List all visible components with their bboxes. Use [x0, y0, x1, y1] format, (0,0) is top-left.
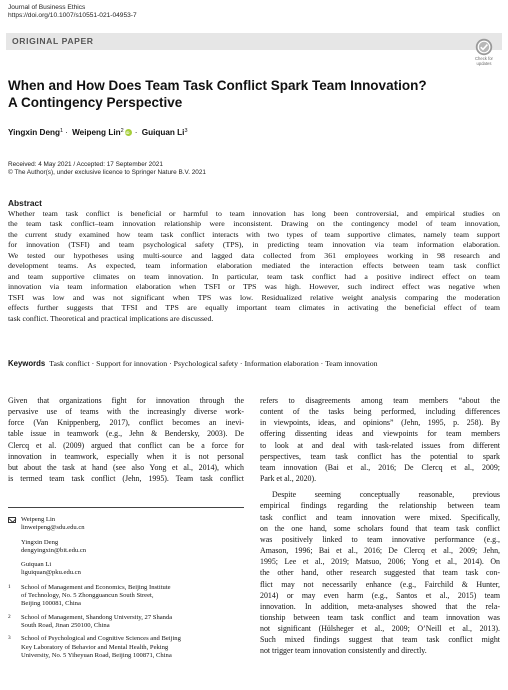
affiliation-line: South Road, Jinan 250100, China — [21, 621, 110, 629]
affiliation-number: 2 — [8, 613, 11, 620]
author-name[interactable]: Guiquan Li — [141, 128, 185, 137]
journal-header — [8, 4, 137, 21]
body-line: pervasive use of teams with the increasingly diverse work- — [8, 407, 244, 417]
contact-email[interactable]: dengyingxin@bit.edu.cn — [21, 546, 87, 554]
section-label: ORIGINAL PAPER — [12, 36, 94, 46]
body-line: to look at and deal with task-related issues from different — [260, 440, 500, 450]
body-line: flict may not necessarily enhance (e.g., Fairchild & Hunter, — [260, 579, 500, 589]
footnotes — [8, 516, 244, 665]
contact-name: Weipeng Lin — [21, 516, 56, 523]
copyright-notice: © The Author(s), under exclusive licence to Springer Nature B.V. 2021 — [8, 169, 206, 176]
body-line: tionship between team task conflict and team innovation was — [260, 612, 500, 622]
affiliation-number: 3 — [8, 635, 11, 642]
author-contact — [8, 539, 244, 556]
abstract-line: the current study examined how team task conflict interacts with two types of team supportive climates, namely team support — [8, 229, 500, 239]
author-affil-sup: 1 — [60, 128, 64, 134]
body-line: was positively linked to team innovative performance (e.g., — [260, 534, 500, 544]
abstract-line: the team task conflict–team innovation relationship were inconsistent. Drawing on the contingency model of team innovation, — [8, 219, 500, 229]
affiliation-line: University, No. 5 Yiheyuan Road, Beijing 100871, China — [21, 651, 172, 659]
body-line: on the one hand, some scholars found that team task conflict — [260, 523, 500, 533]
title-line-2: A Contingency Perspective — [8, 95, 183, 110]
abstract-line: innovation via team information elaboration when TSFI or TPS was high. However, such indirect effect was negative when — [8, 282, 500, 292]
author-contact — [8, 561, 244, 578]
affiliation — [8, 584, 244, 609]
corresponding-author — [8, 516, 244, 533]
check-label-1: Check for — [475, 56, 493, 61]
contact-email[interactable]: linweipeng@sdu.edu.cn — [21, 524, 85, 532]
section-label-bar — [6, 33, 502, 50]
body-line: innovation. In addition, meta-analyses showed that the rela- — [260, 601, 500, 611]
body-line: content of the tasks being performed, including differences — [260, 407, 500, 417]
body-left-column — [8, 395, 244, 484]
abstract-line: task conflict. Theoretical and practical implications are discussed. — [8, 313, 214, 323]
contact-name: Yingxin Deng — [21, 538, 59, 546]
affiliation-line: School of Psychological and Cognitive Sciences and Beijing — [21, 635, 181, 643]
body-line: is termed team task conflict (Jehn, 1995). Team task conflict — [8, 474, 244, 484]
body-line: task conflict and team innovation were mixed. Specifically, — [260, 512, 500, 522]
abstract-line: development teams. As expected, team information elaboration mediated the interaction effects between team task conflict — [8, 261, 500, 271]
author-affil-sup: 3 — [184, 128, 188, 134]
footnote-divider — [8, 507, 244, 508]
affiliation-line: Beijing 100081, China — [21, 600, 81, 608]
body-line: 2014) or may even harm (e.g., Santos et al., 2015) team — [260, 590, 500, 600]
doi-link[interactable]: https://doi.org/10.1007/s10551-021-04953-7 — [8, 12, 137, 20]
abstract-line: Whether team task conflict is beneficial or harmful to team innovation has long been controversial, and empirical studies on — [8, 209, 500, 218]
abstract-line: effects further suggests that TFSI and TPS are equally important team climates in activating the beneficial effect of team — [8, 303, 500, 313]
keywords-label: Keywords — [8, 359, 46, 368]
check-for-updates-badge[interactable] — [470, 38, 498, 68]
contact-email[interactable]: liguiquan@pku.edu.cn — [21, 569, 81, 577]
affiliation-line: School of Management and Economics, Beijing Institute — [21, 583, 171, 591]
body-line: Clercq et al. (2009) argued that conflict can be a force for — [8, 440, 244, 450]
author-affil-sup: 2 — [120, 128, 124, 134]
body-right-column — [260, 395, 500, 657]
keywords — [8, 359, 378, 368]
body-line: empirical findings regarding the relationship between team — [260, 501, 500, 511]
paper-title — [8, 77, 478, 111]
body-line: not trigger team innovation consistently and directly. — [260, 646, 427, 656]
contact-name: Guiquan Li — [21, 561, 52, 569]
body-line: Despite seeming conceptually reasonable, previous — [272, 490, 500, 500]
check-label-2: updates — [476, 60, 492, 66]
body-line: refers to disagreements among team members “about the — [260, 396, 500, 405]
body-line: but about the task at hand (see also Yong et al., 2014), which — [8, 462, 244, 472]
body-line: the other hand, other research suggested that team task con- — [260, 568, 500, 578]
abstract-heading: Abstract — [8, 198, 42, 208]
body-line: 1995; Lee et al., 2019; Matsuo, 2006; Yong et al., 2014). On — [260, 557, 500, 567]
affiliation-line: of Technology, No. 5 Zhongguancun South Street, — [21, 592, 154, 600]
body-line: Park et al., 2020). — [260, 474, 317, 484]
author-list: Yingxin Deng$^1$ · Weipeng Lin$^2$iD · Guiquan Li$^3$ — [8, 128, 188, 137]
body-line: team innovation (Bai et al., 2016; De Clercq et al., 2009; — [260, 462, 500, 472]
body-line: force (Van Knippenberg, 2017), conflict becomes an inevi- — [8, 418, 244, 428]
abstract-line: for innovation (TSFI) and team psychological safety (TPS), in predicting team innovation via team information elaboration. — [8, 240, 500, 250]
body-line: innovation in teamwork, especially when it is not personal — [8, 451, 244, 461]
journal-name: Journal of Business Ethics — [8, 4, 86, 11]
abstract-body — [8, 209, 500, 324]
abstract-line: and team supportive climates on team innovation. In particular, team task conflict had a positive indirect effect on team — [8, 271, 500, 281]
abstract-line: TSFI was low and was not significant when TPS was low. Residualized relative weight analysis comparing the moderation — [8, 292, 500, 302]
envelope-icon — [8, 517, 16, 523]
affiliation — [8, 635, 244, 660]
affiliation-number: 1 — [8, 583, 11, 590]
publication-dates — [8, 161, 206, 177]
received-accepted: Received: 4 May 2021 / Accepted: 17 September 2021 — [8, 161, 163, 168]
body-line: not significant (Hülsheger et al., 2009; O’Neill et al., 2013). — [260, 624, 500, 634]
body-line: Amason, 1996; Bai et al., 2016; De Clercq et al., 2009; Jehn, — [260, 546, 500, 556]
check-for-updates-icon — [475, 38, 493, 56]
body-line: Such mixed findings suggest that team task conflict might — [260, 635, 500, 645]
author-name[interactable]: Weipeng Lin — [72, 128, 121, 137]
keywords-text: Task conflict · Support for innovation · Psychological safety · Information elaboration · Team innovation — [49, 359, 378, 368]
affiliation-line: Key Laboratory of Behavior and Mental Health, Peking — [21, 643, 169, 651]
body-line: offering dissenting ideas and viewpoints for team members — [260, 429, 500, 439]
body-line: table issue in teamwork (e.g., Jehn & Bendersky, 2003). De — [8, 429, 244, 439]
title-line-1: When and How Does Team Task Conflict Spark Team Innovation? — [8, 78, 427, 93]
author-name[interactable]: Yingxin Deng — [8, 128, 61, 137]
body-line: perspectives, team task conflict has the potential to spark — [260, 451, 500, 461]
affiliation-line: School of Management, Shandong University, 27 Shanda — [21, 613, 173, 621]
body-line: in viewpoints, ideas, and opinions” (Jehn, 1995, p. 258). By — [260, 418, 500, 428]
orcid-icon[interactable] — [125, 129, 132, 136]
affiliation — [8, 614, 244, 631]
abstract-line: We tested our hypotheses using multi-source and lagged data collected from 361 employees working in 98 research and — [8, 250, 500, 260]
body-line: Given that organizations fight for innovation through the — [8, 396, 244, 405]
